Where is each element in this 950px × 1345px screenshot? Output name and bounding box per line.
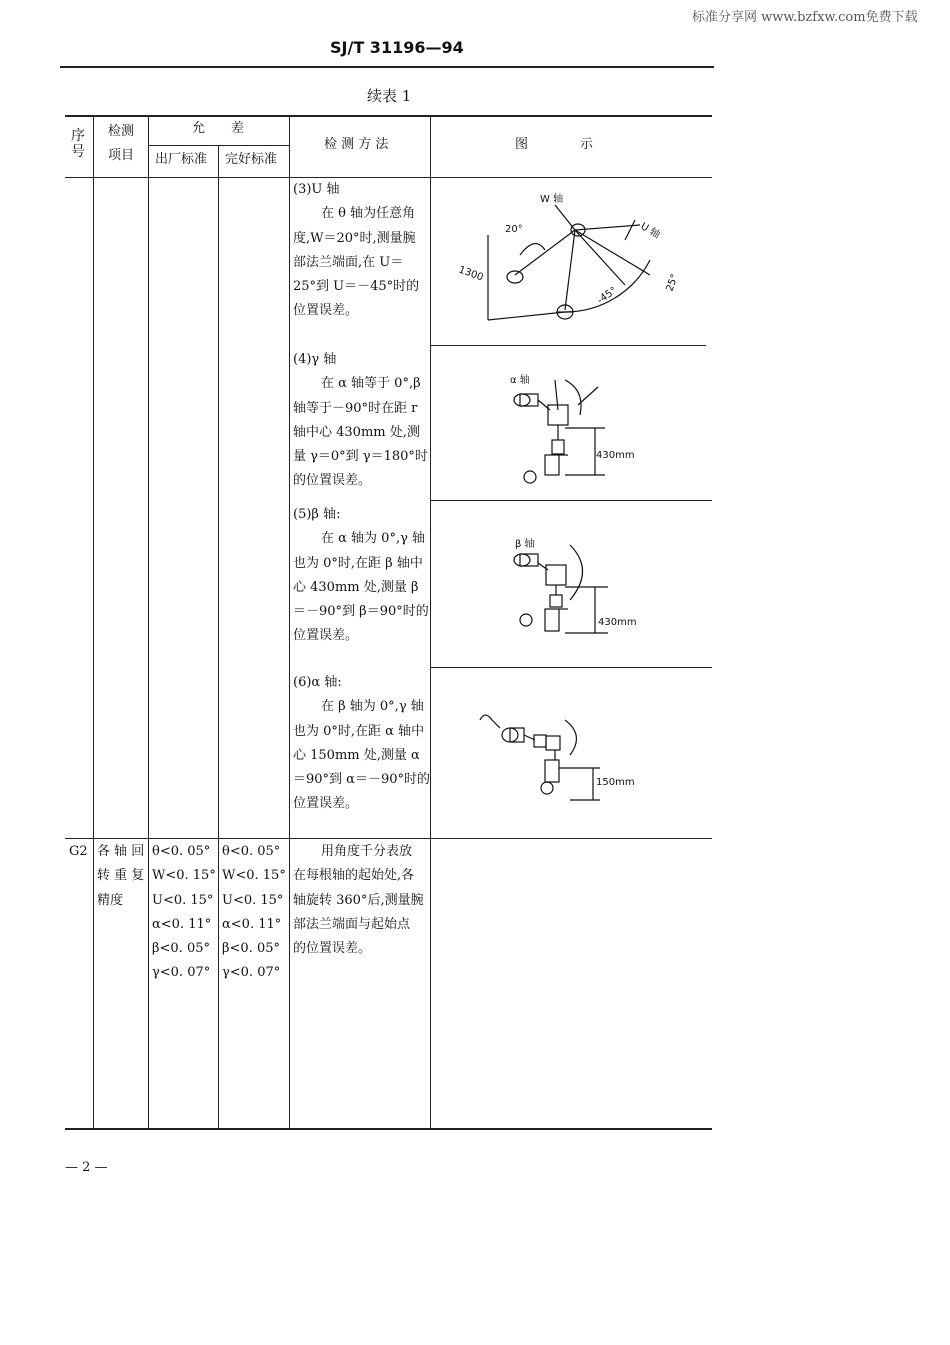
standard-number: SJ/T 31196—94 — [330, 38, 464, 57]
beta-fig-axis-label: β 轴 — [515, 539, 535, 550]
gamma-axis-diagram — [490, 355, 650, 495]
g2-factory-tolerances: θ<0. 05° W<0. 15° U<0. 15° α<0. 11° β<0. 05° γ<0. 07° — [152, 844, 216, 981]
table-caption: 续表 1 — [367, 87, 412, 105]
g2-method: 用角度千分表放 在每根轴的起始处,各 轴旋转 360°后,测量腕 部法兰端面与起始点 的位置误差。 — [293, 844, 424, 957]
g2-intact-tolerances: θ<0. 05° W<0. 15° U<0. 15° α<0. 11° β<0. 05° γ<0. 07° — [222, 844, 286, 981]
g2-seq: G2 — [69, 844, 88, 859]
u-pos-angle-label: 25° — [664, 272, 681, 294]
alpha-fig-dist-label: 150mm — [596, 777, 635, 788]
col-header-item-1: 检测 — [108, 124, 135, 139]
method-beta-axis: (5)β 轴: 在 α 轴为 0°,γ 轴 也为 0°时,在距 β 轴中 心 430mm 处,测量 β ＝－90°到 β＝90°时的 位置误差。 — [293, 507, 429, 644]
col-header-tolerance: 允 差 — [192, 121, 245, 136]
beta-fig-dist-label: 430mm — [598, 617, 637, 628]
method-alpha-axis: (6)α 轴: 在 β 轴为 0°,γ 轴 也为 0°时,在距 α 轴中 心 150mm 处,测量 α ＝90°到 α＝－90°时的 位置误差。 — [293, 675, 430, 812]
col-header-intact: 完好标准 — [225, 152, 278, 167]
header-rule — [60, 66, 714, 68]
col-header-factory: 出厂标准 — [155, 152, 208, 167]
u-neg-angle-label: -45° — [595, 285, 620, 307]
u-axis-label: U 轴 — [638, 221, 662, 241]
u-axis-diagram — [440, 180, 700, 340]
method-gamma-axis: (4)γ 轴 在 α 轴等于 0°,β 轴等于－90°时在距 r 轴中心 430mm 处,测 量 γ＝0°到 γ＝180°时 的位置误差。 — [293, 352, 428, 489]
gamma-fig-axis-label: α 轴 — [510, 375, 530, 386]
alpha-axis-diagram — [470, 690, 670, 820]
method-u-axis: (3)U 轴 在 θ 轴为任意角 度,W＝20°时,测量腕 部法兰端面,在 U＝ 25°到 U＝－45°时的 位置误差。 — [293, 182, 420, 319]
col-header-method: 检 测 方 法 — [324, 137, 389, 152]
w-angle-label: 20° — [505, 224, 523, 235]
watermark: 标准分享网 www.bzfxw.com免费下载 — [692, 10, 918, 25]
page-number: — 2 — — [65, 1160, 108, 1175]
col-header-figure: 图 示 — [515, 137, 594, 152]
w-axis-label: W 轴 — [540, 194, 564, 205]
beta-axis-diagram — [490, 525, 650, 665]
g2-item: 各 轴 回 转 重 复 精度 — [97, 844, 145, 908]
gamma-fig-dist-label: 430mm — [596, 450, 635, 461]
col-header-seq: 序号 — [71, 128, 85, 160]
col-header-item-2: 项目 — [108, 148, 135, 163]
length-label: 1300 — [456, 264, 485, 284]
